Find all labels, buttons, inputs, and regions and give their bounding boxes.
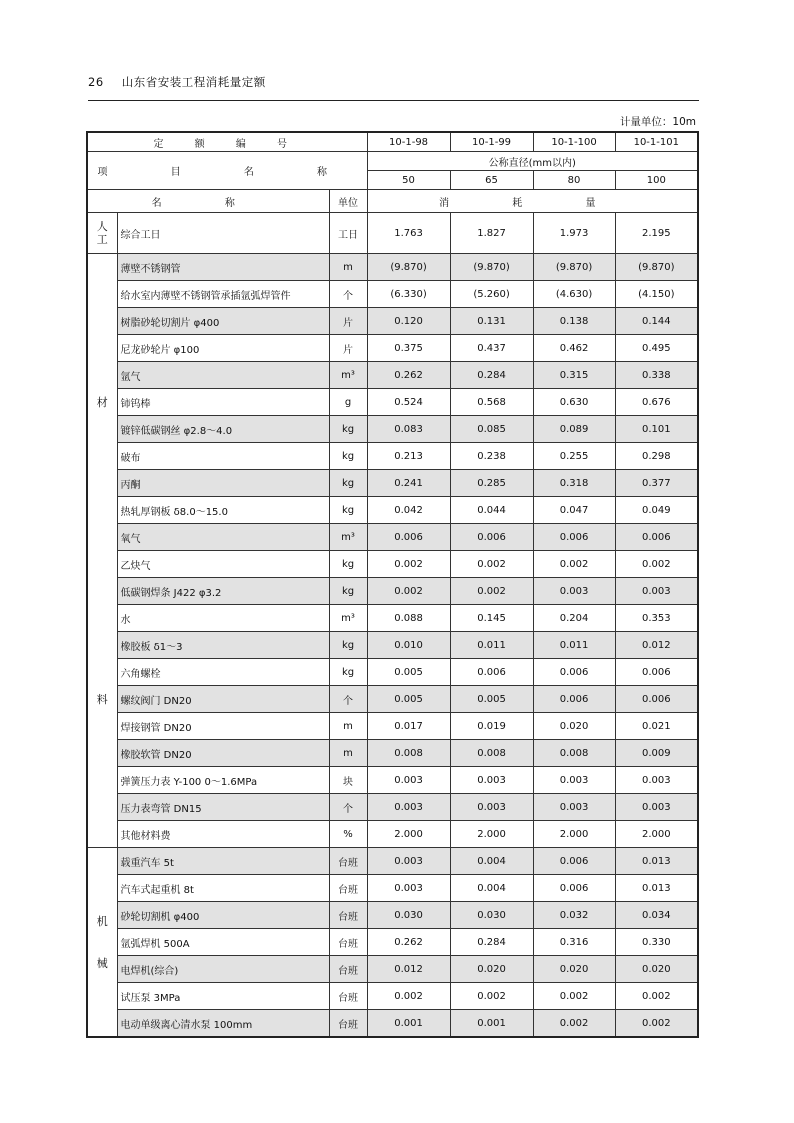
row-value: 0.006 bbox=[450, 659, 533, 686]
row-value: 0.003 bbox=[367, 767, 450, 794]
row-value: 0.005 bbox=[450, 686, 533, 713]
row-name: 给水室内薄壁不锈钢管承插氩弧焊管件 bbox=[117, 281, 329, 308]
row-value: 0.047 bbox=[533, 497, 615, 524]
row-value: (6.330) bbox=[367, 281, 450, 308]
row-value: 0.013 bbox=[615, 875, 698, 902]
row-value: 0.089 bbox=[533, 416, 615, 443]
row-value: 1.973 bbox=[533, 213, 615, 254]
row-value: 0.002 bbox=[533, 1010, 615, 1038]
row-value: 0.255 bbox=[533, 443, 615, 470]
row-value: 0.003 bbox=[533, 578, 615, 605]
table-row bbox=[87, 213, 698, 254]
row-value: 0.002 bbox=[615, 1010, 698, 1038]
row-value: 0.005 bbox=[367, 686, 450, 713]
row-value: 0.002 bbox=[615, 983, 698, 1010]
row-value: 0.003 bbox=[533, 767, 615, 794]
table-row bbox=[87, 335, 698, 362]
row-name: 尼龙砂轮片 φ100 bbox=[117, 335, 329, 362]
table-row bbox=[87, 659, 698, 686]
row-unit: 工日 bbox=[329, 213, 367, 254]
row-value: 0.030 bbox=[450, 902, 533, 929]
row-value: 0.020 bbox=[533, 713, 615, 740]
unit-label: 单位 bbox=[329, 190, 367, 213]
row-value: 0.042 bbox=[367, 497, 450, 524]
row-value: 0.204 bbox=[533, 605, 615, 632]
row-unit: 台班 bbox=[329, 848, 367, 875]
row-name: 树脂砂轮切割片 φ400 bbox=[117, 308, 329, 335]
row-name: 薄壁不锈钢管 bbox=[117, 254, 329, 281]
machine-category bbox=[87, 848, 117, 1038]
row-value: 0.030 bbox=[367, 902, 450, 929]
row-value: 0.008 bbox=[367, 740, 450, 767]
row-unit: kg bbox=[329, 497, 367, 524]
row-value: 0.011 bbox=[533, 632, 615, 659]
table-row bbox=[87, 686, 698, 713]
row-name: 螺纹阀门 DN20 bbox=[117, 686, 329, 713]
row-name: 压力表弯管 DN15 bbox=[117, 794, 329, 821]
code-label bbox=[87, 132, 367, 152]
row-value: 0.262 bbox=[367, 929, 450, 956]
row-value: 0.144 bbox=[615, 308, 698, 335]
code-cell: 10-1-101 bbox=[615, 132, 698, 152]
row-unit: m bbox=[329, 713, 367, 740]
page-number: 26 bbox=[88, 75, 104, 89]
row-value: 0.285 bbox=[450, 470, 533, 497]
row-value: 0.002 bbox=[450, 551, 533, 578]
row-value: 0.003 bbox=[615, 578, 698, 605]
row-value: 0.375 bbox=[367, 335, 450, 362]
row-value: 0.213 bbox=[367, 443, 450, 470]
row-value: 0.241 bbox=[367, 470, 450, 497]
row-unit: 块 bbox=[329, 767, 367, 794]
row-unit: 台班 bbox=[329, 875, 367, 902]
row-value: (9.870) bbox=[533, 254, 615, 281]
row-value: 0.003 bbox=[367, 875, 450, 902]
size-cell: 100 bbox=[615, 171, 698, 190]
row-unit: m³ bbox=[329, 524, 367, 551]
row-unit: 台班 bbox=[329, 983, 367, 1010]
row-name: 六角螺栓 bbox=[117, 659, 329, 686]
row-value: 0.630 bbox=[533, 389, 615, 416]
row-unit: kg bbox=[329, 659, 367, 686]
table-row bbox=[87, 524, 698, 551]
size-label: 公称直径(mm以内) bbox=[367, 152, 698, 171]
row-value: 0.006 bbox=[615, 686, 698, 713]
row-value: 0.318 bbox=[533, 470, 615, 497]
row-value: 0.021 bbox=[615, 713, 698, 740]
size-cell: 50 bbox=[367, 171, 450, 190]
table-row bbox=[87, 767, 698, 794]
row-value: 0.316 bbox=[533, 929, 615, 956]
row-value: 0.002 bbox=[367, 578, 450, 605]
row-value: 0.003 bbox=[533, 794, 615, 821]
row-value: 0.676 bbox=[615, 389, 698, 416]
labor-category-label: 人工 bbox=[96, 219, 108, 246]
row-value: 0.568 bbox=[450, 389, 533, 416]
name-label-text: 名 称 bbox=[151, 197, 265, 209]
row-value: 0.008 bbox=[450, 740, 533, 767]
row-unit: m bbox=[329, 740, 367, 767]
table-row bbox=[87, 875, 698, 902]
row-value: 0.020 bbox=[450, 956, 533, 983]
table-row bbox=[87, 497, 698, 524]
row-value: 0.002 bbox=[367, 983, 450, 1010]
row-value: 0.462 bbox=[533, 335, 615, 362]
row-value: (9.870) bbox=[615, 254, 698, 281]
row-unit: 个 bbox=[329, 686, 367, 713]
row-value: 0.006 bbox=[450, 524, 533, 551]
table-row bbox=[87, 578, 698, 605]
item-label-text: 项 目 名 称 bbox=[97, 167, 358, 178]
row-value: 0.298 bbox=[615, 443, 698, 470]
row-unit: kg bbox=[329, 443, 367, 470]
code-cell: 10-1-100 bbox=[533, 132, 615, 152]
row-value: 0.017 bbox=[367, 713, 450, 740]
row-value: 0.006 bbox=[367, 524, 450, 551]
row-value: 0.002 bbox=[533, 551, 615, 578]
row-value: 0.019 bbox=[450, 713, 533, 740]
row-value: 0.003 bbox=[367, 794, 450, 821]
table-row bbox=[87, 362, 698, 389]
row-name: 氩气 bbox=[117, 362, 329, 389]
table-row bbox=[87, 956, 698, 983]
row-value: 0.003 bbox=[615, 794, 698, 821]
table-row bbox=[87, 632, 698, 659]
consumption-label-text: 消 耗 量 bbox=[439, 197, 626, 209]
name-label bbox=[87, 190, 329, 213]
row-value: (4.630) bbox=[533, 281, 615, 308]
row-name: 热轧厚钢板 δ8.0～15.0 bbox=[117, 497, 329, 524]
row-name: 汽车式起重机 8t bbox=[117, 875, 329, 902]
row-name: 电焊机(综合) bbox=[117, 956, 329, 983]
consumption-label bbox=[367, 190, 698, 213]
row-value: (4.150) bbox=[615, 281, 698, 308]
size-cell: 80 bbox=[533, 171, 615, 190]
table-row bbox=[87, 416, 698, 443]
table-row bbox=[87, 983, 698, 1010]
row-value: 0.262 bbox=[367, 362, 450, 389]
row-value: 0.238 bbox=[450, 443, 533, 470]
row-value: 0.010 bbox=[367, 632, 450, 659]
row-unit: 台班 bbox=[329, 956, 367, 983]
row-value: 0.131 bbox=[450, 308, 533, 335]
row-name: 氧气 bbox=[117, 524, 329, 551]
row-name: 其他材料费 bbox=[117, 821, 329, 848]
row-value: 0.083 bbox=[367, 416, 450, 443]
row-name: 载重汽车 5t bbox=[117, 848, 329, 875]
code-cell: 10-1-99 bbox=[450, 132, 533, 152]
row-value: 2.000 bbox=[615, 821, 698, 848]
row-value: 2.195 bbox=[615, 213, 698, 254]
row-value: 0.020 bbox=[533, 956, 615, 983]
row-value: 0.003 bbox=[367, 848, 450, 875]
row-name: 弹簧压力表 Y-100 0～1.6MPa bbox=[117, 767, 329, 794]
row-name: 综合工日 bbox=[117, 213, 329, 254]
row-unit: 片 bbox=[329, 308, 367, 335]
row-unit: 台班 bbox=[329, 929, 367, 956]
row-value: (5.260) bbox=[450, 281, 533, 308]
row-value: 0.009 bbox=[615, 740, 698, 767]
row-unit: m³ bbox=[329, 605, 367, 632]
row-name: 焊接钢管 DN20 bbox=[117, 713, 329, 740]
material-category-label-top: 材 bbox=[96, 396, 108, 410]
row-value: 0.049 bbox=[615, 497, 698, 524]
row-value: 2.000 bbox=[533, 821, 615, 848]
table-row bbox=[87, 308, 698, 335]
table-row bbox=[87, 713, 698, 740]
row-unit: kg bbox=[329, 632, 367, 659]
row-value: 0.001 bbox=[450, 1010, 533, 1038]
row-unit: 台班 bbox=[329, 902, 367, 929]
row-value: 0.330 bbox=[615, 929, 698, 956]
table-row bbox=[87, 929, 698, 956]
quota-table bbox=[86, 131, 699, 1038]
row-value: 0.002 bbox=[450, 578, 533, 605]
row-name: 电动单级离心清水泵 100mm bbox=[117, 1010, 329, 1038]
row-name: 乙炔气 bbox=[117, 551, 329, 578]
row-value: 0.524 bbox=[367, 389, 450, 416]
measurement-unit-note: 计量单位：10m bbox=[619, 116, 696, 128]
machine-category-label-bottom: 械 bbox=[96, 957, 108, 970]
table-row bbox=[87, 902, 698, 929]
row-name: 橡胶软管 DN20 bbox=[117, 740, 329, 767]
row-unit: g bbox=[329, 389, 367, 416]
table-row bbox=[87, 794, 698, 821]
row-value: 0.120 bbox=[367, 308, 450, 335]
row-unit: % bbox=[329, 821, 367, 848]
row-value: 0.495 bbox=[615, 335, 698, 362]
row-unit: 个 bbox=[329, 281, 367, 308]
row-value: 0.006 bbox=[533, 875, 615, 902]
row-value: 0.088 bbox=[367, 605, 450, 632]
row-value: 0.044 bbox=[450, 497, 533, 524]
row-name: 丙酮 bbox=[117, 470, 329, 497]
row-value: 0.002 bbox=[615, 551, 698, 578]
row-unit: m bbox=[329, 254, 367, 281]
row-unit: 个 bbox=[329, 794, 367, 821]
table-row bbox=[87, 821, 698, 848]
item-label bbox=[87, 152, 367, 190]
code-label-text: 定 额 编 号 bbox=[153, 138, 302, 150]
row-unit: 台班 bbox=[329, 1010, 367, 1038]
row-value: 0.003 bbox=[450, 767, 533, 794]
row-value: 0.003 bbox=[615, 767, 698, 794]
row-value: 1.763 bbox=[367, 213, 450, 254]
row-name: 试压泵 3MPa bbox=[117, 983, 329, 1010]
row-name: 砂轮切割机 φ400 bbox=[117, 902, 329, 929]
size-header-row bbox=[87, 152, 698, 171]
column-header-row bbox=[87, 190, 698, 213]
row-value: 0.085 bbox=[450, 416, 533, 443]
row-value: 0.012 bbox=[615, 632, 698, 659]
code-header-row bbox=[87, 132, 698, 152]
row-unit: kg bbox=[329, 578, 367, 605]
row-value: 0.034 bbox=[615, 902, 698, 929]
table-row bbox=[87, 605, 698, 632]
row-value: 0.338 bbox=[615, 362, 698, 389]
row-value: 0.008 bbox=[533, 740, 615, 767]
table-row bbox=[87, 389, 698, 416]
row-value: 0.145 bbox=[450, 605, 533, 632]
row-value: 0.284 bbox=[450, 929, 533, 956]
row-unit: kg bbox=[329, 416, 367, 443]
row-value: 0.006 bbox=[533, 659, 615, 686]
table-row bbox=[87, 443, 698, 470]
row-value: 0.006 bbox=[533, 524, 615, 551]
table-row bbox=[87, 848, 698, 875]
row-name: 低碳钢焊条 J422 φ3.2 bbox=[117, 578, 329, 605]
row-value: 0.138 bbox=[533, 308, 615, 335]
code-cell: 10-1-98 bbox=[367, 132, 450, 152]
row-name: 水 bbox=[117, 605, 329, 632]
row-value: 0.004 bbox=[450, 848, 533, 875]
row-value: 0.032 bbox=[533, 902, 615, 929]
row-value: 2.000 bbox=[367, 821, 450, 848]
table-row bbox=[87, 551, 698, 578]
row-value: 0.006 bbox=[533, 686, 615, 713]
row-value: 0.002 bbox=[450, 983, 533, 1010]
row-unit: m³ bbox=[329, 362, 367, 389]
book-title: 山东省安装工程消耗量定额 bbox=[121, 75, 266, 89]
material-category-label-bottom: 料 bbox=[96, 692, 108, 706]
row-value: 0.011 bbox=[450, 632, 533, 659]
row-value: 0.437 bbox=[450, 335, 533, 362]
row-value: 0.315 bbox=[533, 362, 615, 389]
row-value: 0.006 bbox=[615, 659, 698, 686]
row-name: 橡胶板 δ1～3 bbox=[117, 632, 329, 659]
row-value: 0.020 bbox=[615, 956, 698, 983]
row-value: (9.870) bbox=[450, 254, 533, 281]
row-value: 1.827 bbox=[450, 213, 533, 254]
size-cell: 65 bbox=[450, 171, 533, 190]
row-value: 0.012 bbox=[367, 956, 450, 983]
table-row bbox=[87, 1010, 698, 1038]
row-value: 0.002 bbox=[367, 551, 450, 578]
running-header bbox=[88, 74, 266, 90]
row-unit: kg bbox=[329, 470, 367, 497]
row-value: 2.000 bbox=[450, 821, 533, 848]
header-rule bbox=[88, 100, 699, 101]
row-value: 0.001 bbox=[367, 1010, 450, 1038]
row-value: (9.870) bbox=[367, 254, 450, 281]
row-name: 铈钨棒 bbox=[117, 389, 329, 416]
table-row bbox=[87, 254, 698, 281]
labor-category bbox=[87, 213, 117, 254]
row-unit: kg bbox=[329, 551, 367, 578]
row-value: 0.377 bbox=[615, 470, 698, 497]
row-value: 0.006 bbox=[533, 848, 615, 875]
row-name: 镀锌低碳钢丝 φ2.8～4.0 bbox=[117, 416, 329, 443]
row-value: 0.002 bbox=[533, 983, 615, 1010]
row-value: 0.006 bbox=[615, 524, 698, 551]
row-value: 0.013 bbox=[615, 848, 698, 875]
material-category bbox=[87, 254, 117, 848]
row-value: 0.101 bbox=[615, 416, 698, 443]
row-value: 0.353 bbox=[615, 605, 698, 632]
row-unit: 片 bbox=[329, 335, 367, 362]
row-name: 氩弧焊机 500A bbox=[117, 929, 329, 956]
table-row bbox=[87, 281, 698, 308]
table-row bbox=[87, 470, 698, 497]
row-value: 0.005 bbox=[367, 659, 450, 686]
row-value: 0.284 bbox=[450, 362, 533, 389]
row-name: 破布 bbox=[117, 443, 329, 470]
row-value: 0.003 bbox=[450, 794, 533, 821]
row-value: 0.004 bbox=[450, 875, 533, 902]
machine-category-label-top: 机 bbox=[96, 915, 108, 928]
table-row bbox=[87, 740, 698, 767]
